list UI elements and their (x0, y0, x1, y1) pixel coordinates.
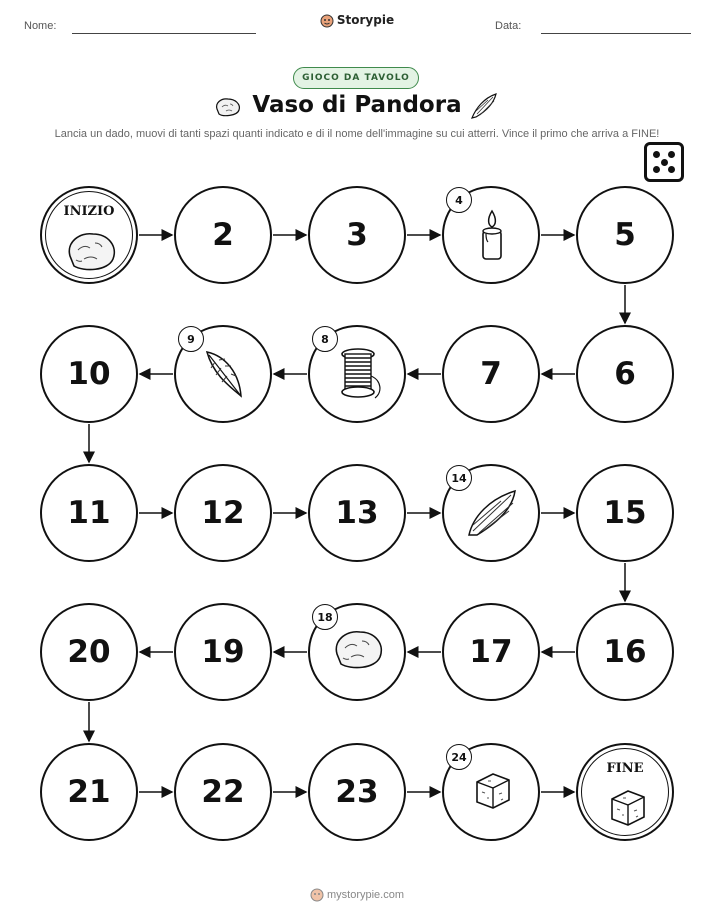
board-space-20 (40, 603, 138, 701)
space-number-badge: 24 (446, 744, 472, 770)
board-space-19 (174, 603, 272, 701)
board-space-21 (40, 743, 138, 841)
sugar-cube-icon (463, 764, 521, 818)
storypie-mascot-icon (310, 888, 324, 902)
finish-label: FINE (606, 761, 644, 776)
start-label: INIZIO (63, 204, 115, 219)
category-badge: GIOCO DA TAVOLO (293, 67, 419, 89)
space-number: 22 (201, 774, 245, 810)
board-space-8 (308, 325, 406, 423)
space-number-badge: 8 (312, 326, 338, 352)
board-space-17 (442, 603, 540, 701)
space-number: 3 (346, 217, 368, 253)
space-number-badge: 18 (312, 604, 338, 630)
date-label: Data: (495, 20, 522, 32)
board-space-13 (308, 464, 406, 562)
space-number: 15 (603, 495, 647, 531)
brand-name: Storypie (336, 13, 395, 27)
space-number: 7 (480, 356, 502, 392)
start-space (40, 186, 138, 284)
space-number-badge: 9 (178, 326, 204, 352)
board-space-5 (576, 186, 674, 284)
space-number: 16 (603, 634, 647, 670)
space-number: 23 (335, 774, 379, 810)
board-space-23 (308, 743, 406, 841)
space-number-badge: 14 (446, 465, 472, 491)
sugar-cube-icon (598, 781, 656, 835)
space-number: 13 (335, 495, 379, 531)
candle-icon (463, 207, 521, 267)
instructions: Lancia un dado, muovi di tanti spazi quanti indicato e di il nome dell'immagine su cui atterri. Vince il primo che arriva a FINE! (54, 128, 660, 140)
space-number: 12 (201, 495, 245, 531)
space-number: 19 (201, 634, 245, 670)
board-space-24 (442, 743, 540, 841)
stone-icon (329, 624, 387, 678)
space-number: 5 (614, 217, 636, 253)
page-title: Vaso di Pandora (252, 92, 462, 118)
spool-of-thread-icon (329, 346, 387, 406)
space-number: 20 (67, 634, 111, 670)
board-space-7 (442, 325, 540, 423)
space-number: 10 (67, 356, 111, 392)
space-number: 21 (67, 774, 111, 810)
board-space-22 (174, 743, 272, 841)
board-space-2 (174, 186, 272, 284)
board-space-12 (174, 464, 272, 562)
footer (0, 888, 714, 902)
board-space-3 (308, 186, 406, 284)
space-number: 11 (67, 495, 111, 531)
space-number: 17 (469, 634, 513, 670)
finish-space (576, 743, 674, 841)
board-space-4 (442, 186, 540, 284)
board-space-14 (442, 464, 540, 562)
space-number-badge: 4 (446, 187, 472, 213)
board-space-10 (40, 325, 138, 423)
footer-url: mystorypie.com (326, 888, 405, 901)
board-space-15 (576, 464, 674, 562)
name-label: Nome: (24, 20, 57, 32)
wing-icon (463, 485, 521, 545)
board-space-6 (576, 325, 674, 423)
board-space-16 (576, 603, 674, 701)
board-space-11 (40, 464, 138, 562)
stone-icon (62, 226, 120, 280)
space-number: 6 (614, 356, 636, 392)
space-number: 2 (212, 217, 234, 253)
feather-icon (195, 346, 253, 406)
board-space-9 (174, 325, 272, 423)
board-space-18 (308, 603, 406, 701)
